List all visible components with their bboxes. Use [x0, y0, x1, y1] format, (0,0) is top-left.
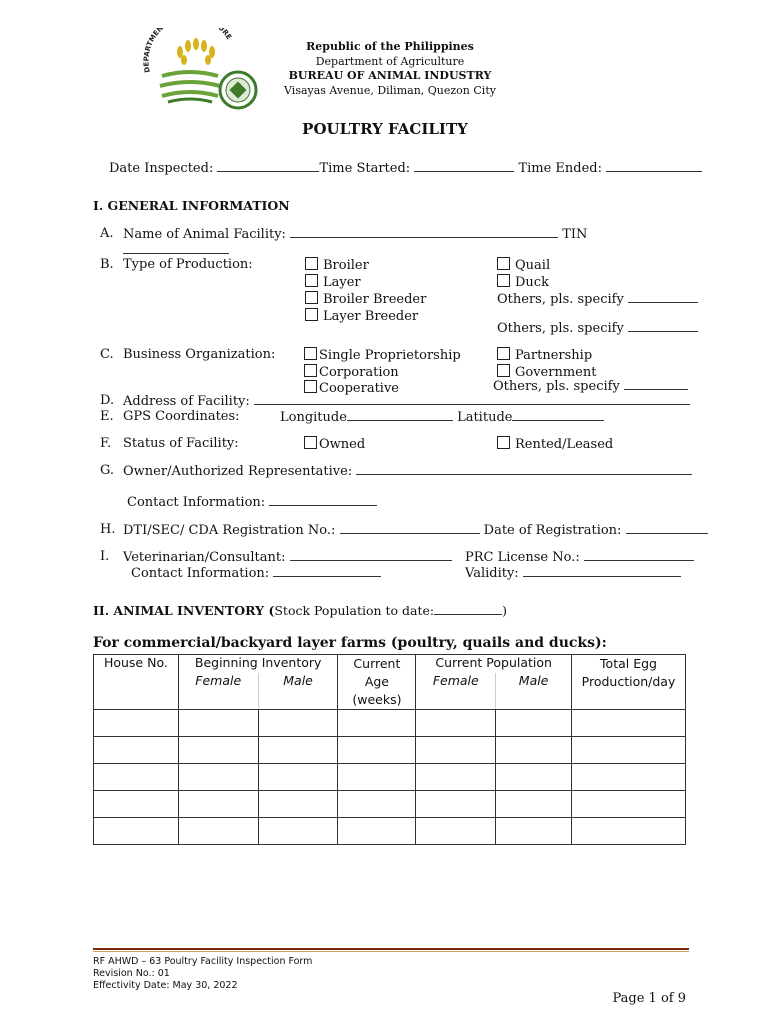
header-bureau: BUREAU OF ANIMAL INDUSTRY	[288, 69, 492, 82]
single-proprietorship-label: Single Proprietorship	[319, 348, 461, 363]
table-row	[94, 791, 686, 818]
veterinarian-label: Veterinarian/Consultant:	[123, 550, 286, 565]
header-address: Visayas Avenue, Diliman, Quezon City	[284, 83, 496, 97]
broiler-label: Broiler	[323, 258, 369, 273]
government-checkbox[interactable]	[497, 364, 510, 377]
current-age-line2: Age	[364, 674, 389, 689]
organization-others-label: Others, pls. specify	[493, 379, 620, 394]
tin-field[interactable]	[123, 242, 229, 254]
owned-checkbox[interactable]	[304, 436, 317, 449]
production-others-field-2[interactable]	[628, 320, 698, 332]
table-cell[interactable]	[416, 710, 496, 737]
table-cell[interactable]	[94, 764, 179, 791]
table-cell[interactable]	[416, 791, 496, 818]
stock-population-field[interactable]	[434, 603, 502, 615]
table-cell[interactable]	[178, 764, 258, 791]
corporation-checkbox[interactable]	[304, 364, 317, 377]
table-cell[interactable]	[94, 791, 179, 818]
table-cell[interactable]	[178, 791, 258, 818]
duck-checkbox[interactable]	[497, 274, 510, 287]
svg-text:DEPARTMENT OF AGRICULTURE: DEPARTMEN URE	[142, 28, 234, 74]
table-cell[interactable]	[496, 764, 572, 791]
partnership-label: Partnership	[515, 348, 593, 363]
production-others-label-2: Others, pls. specify	[497, 321, 624, 336]
table-row	[94, 818, 686, 845]
table-cell[interactable]	[94, 737, 179, 764]
cooperative-label: Cooperative	[319, 381, 399, 396]
vet-contact-label: Contact Information:	[131, 566, 270, 581]
layer-checkbox[interactable]	[305, 274, 318, 287]
letterhead	[240, 40, 540, 98]
item-g-number: G.	[100, 463, 115, 478]
table-cell[interactable]	[338, 710, 416, 737]
owner-field[interactable]	[356, 463, 692, 475]
table-cell[interactable]	[416, 764, 496, 791]
broiler-breeder-option[interactable]	[305, 291, 426, 308]
partnership-option[interactable]	[497, 347, 596, 364]
table-cell[interactable]	[338, 818, 416, 845]
table-row	[94, 710, 686, 737]
time-ended-field[interactable]	[606, 160, 702, 172]
owner-label: Owner/Authorized Representative:	[123, 464, 353, 479]
table-cell[interactable]	[258, 791, 338, 818]
current-age-line1: Current	[353, 656, 401, 671]
address-field[interactable]	[254, 393, 690, 405]
item-d-number: D.	[100, 393, 115, 408]
quail-checkbox[interactable]	[497, 257, 510, 270]
footer-info	[93, 956, 312, 992]
table-cell[interactable]	[572, 791, 686, 818]
prc-license-label: PRC License No.:	[465, 550, 580, 565]
single-proprietorship-checkbox[interactable]	[304, 347, 317, 360]
date-inspected-field[interactable]	[217, 160, 319, 172]
registration-date-label: Date of Registration:	[483, 523, 622, 538]
organization-others-field[interactable]	[624, 378, 688, 390]
section-general-information: I. GENERAL INFORMATION	[93, 198, 290, 213]
layer-option[interactable]	[305, 274, 426, 291]
duck-option[interactable]	[497, 274, 698, 291]
rented-checkbox[interactable]	[497, 436, 510, 449]
house-no-header: House No.	[94, 655, 179, 710]
facility-status-label: Status of Facility:	[123, 436, 239, 451]
current-population-header: Current Population	[416, 655, 572, 673]
table-cell[interactable]	[496, 710, 572, 737]
footer-divider-thin	[93, 951, 689, 952]
validity-label: Validity:	[465, 566, 519, 581]
government-label: Government	[515, 364, 597, 380]
table-cell[interactable]	[572, 737, 686, 764]
production-type-label: Type of Production:	[123, 257, 253, 272]
layer-breeder-label: Layer Breeder	[323, 309, 419, 324]
footer-revision: Revision No.: 01	[93, 968, 170, 979]
layer-inventory-table	[93, 654, 686, 845]
current-age-line3: (weeks)	[352, 692, 402, 707]
table-cell[interactable]	[178, 710, 258, 737]
beginning-female-header: Female	[178, 673, 258, 710]
layer-label: Layer	[323, 275, 361, 290]
broiler-option[interactable]	[305, 257, 426, 274]
table-cell[interactable]	[338, 737, 416, 764]
item-i-number: I.	[100, 549, 110, 564]
longitude-label: Longitude	[280, 410, 347, 425]
dates-row	[109, 160, 702, 176]
gps-label: GPS Coordinates:	[123, 409, 240, 424]
item-b-number: B.	[100, 257, 114, 272]
table-cell[interactable]	[258, 764, 338, 791]
page-number: Page 1 of 9	[612, 991, 686, 1006]
owner-contact-label: Contact Information:	[127, 495, 266, 510]
rented-label: Rented/Leased	[515, 437, 614, 452]
facility-name-label: Name of Animal Facility:	[123, 227, 286, 242]
tin-label: TIN	[562, 227, 588, 242]
table-cell[interactable]	[178, 818, 258, 845]
production-others-field[interactable]	[628, 291, 698, 303]
total-egg-line1: Total Egg	[600, 656, 657, 671]
partnership-checkbox[interactable]	[497, 347, 510, 360]
table-cell[interactable]	[496, 737, 572, 764]
date-inspected-label: Date Inspected:	[109, 161, 214, 176]
rented-option[interactable]	[497, 436, 613, 452]
section-animal-inventory	[93, 603, 507, 618]
total-egg-header	[572, 655, 686, 710]
time-ended-label: Time Ended:	[518, 161, 603, 176]
facility-name-field[interactable]	[290, 226, 558, 238]
owner-contact-field[interactable]	[269, 494, 377, 506]
registration-date-field[interactable]	[626, 522, 708, 534]
item-a-number: A.	[100, 226, 114, 241]
beginning-male-header: Male	[258, 673, 338, 710]
cooperative-checkbox[interactable]	[304, 380, 317, 393]
current-female-header: Female	[416, 673, 496, 710]
section-animal-inventory-title: II. ANIMAL INVENTORY (	[93, 603, 275, 618]
owned-option[interactable]	[304, 436, 365, 452]
item-c-number: C.	[100, 347, 114, 362]
table-cell[interactable]	[94, 710, 179, 737]
beginning-inventory-header: Beginning Inventory	[178, 655, 338, 673]
prc-license-field[interactable]	[584, 549, 694, 561]
validity-field[interactable]	[523, 565, 681, 577]
production-others-label: Others, pls. specify	[497, 292, 624, 307]
quail-option[interactable]	[497, 257, 698, 274]
table-cell[interactable]	[94, 818, 179, 845]
table-row	[94, 764, 686, 791]
longitude-field[interactable]	[347, 409, 453, 421]
vet-contact-field[interactable]	[273, 565, 381, 577]
current-age-header	[338, 655, 416, 710]
broiler-breeder-label: Broiler Breeder	[323, 292, 427, 307]
corporation-label: Corporation	[319, 364, 399, 380]
current-male-header: Male	[496, 673, 572, 710]
registration-no-label: DTI/SEC/ CDA Registration No.:	[123, 523, 336, 538]
quail-label: Quail	[515, 258, 551, 273]
table-cell[interactable]	[416, 818, 496, 845]
business-organization-label: Business Organization:	[123, 347, 276, 362]
registration-no-field[interactable]	[340, 522, 480, 534]
header-department: Department of Agriculture	[315, 54, 465, 68]
header-republic: Republic of the Philippines	[306, 40, 474, 53]
duck-label: Duck	[515, 275, 549, 290]
single-proprietorship-option[interactable]	[304, 347, 461, 364]
footer-form-name: RF AHWD – 63 Poultry Facility Inspection Form	[93, 956, 313, 967]
table-cell[interactable]	[572, 764, 686, 791]
layer-breeder-option[interactable]	[305, 308, 426, 325]
table-cell[interactable]	[416, 737, 496, 764]
table-cell[interactable]	[572, 818, 686, 845]
item-e-number: E.	[100, 409, 114, 424]
footer-effectivity: Effectivity Date: May 30, 2022	[93, 980, 238, 991]
stock-population-label: Stock Population to date:	[274, 603, 435, 618]
table-cell[interactable]	[258, 710, 338, 737]
latitude-field[interactable]	[512, 409, 604, 421]
table-cell[interactable]	[572, 710, 686, 737]
latitude-label: Latitude	[457, 410, 513, 425]
table-row	[94, 737, 686, 764]
corporation-option[interactable]	[304, 364, 461, 381]
address-label: Address of Facility:	[123, 394, 250, 409]
table-cell[interactable]	[338, 791, 416, 818]
table-cell[interactable]	[178, 737, 258, 764]
item-h-number: H.	[100, 522, 116, 537]
item-f-number: F.	[100, 436, 112, 451]
footer-divider	[93, 948, 689, 950]
table-cell[interactable]	[496, 791, 572, 818]
page-title: POULTRY FACILITY	[302, 120, 468, 138]
veterinarian-field[interactable]	[290, 549, 452, 561]
table-cell[interactable]	[338, 764, 416, 791]
table-cell[interactable]	[258, 818, 338, 845]
table-caption: For commercial/backyard layer farms (poultry, quails and ducks):	[93, 635, 607, 651]
broiler-checkbox[interactable]	[305, 257, 318, 270]
time-started-field[interactable]	[414, 160, 514, 172]
table-cell[interactable]	[258, 737, 338, 764]
total-egg-line2: Production/day	[581, 674, 676, 689]
section-animal-inventory-close: )	[502, 603, 508, 618]
layer-breeder-checkbox[interactable]	[305, 308, 318, 321]
table-cell[interactable]	[496, 818, 572, 845]
time-started-label: Time Started:	[319, 161, 411, 176]
broiler-breeder-checkbox[interactable]	[305, 291, 318, 304]
owned-label: Owned	[319, 437, 366, 452]
